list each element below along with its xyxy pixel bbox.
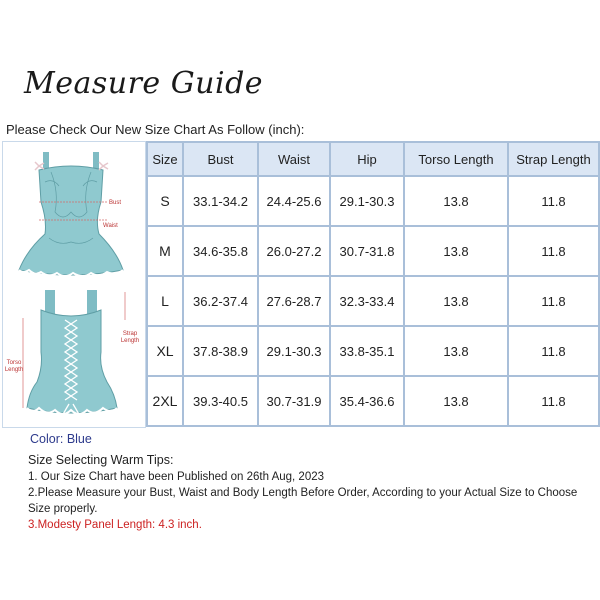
table-row <box>147 326 599 376</box>
size-tips <box>28 452 588 533</box>
size-cell: 2XL <box>147 376 183 426</box>
waist-cell: 30.7-31.9 <box>258 376 330 426</box>
header-bust: Bust <box>183 142 258 176</box>
strap-cell: 11.8 <box>508 326 599 376</box>
strap-cell: 11.8 <box>508 226 599 276</box>
waist-cell: 26.0-27.2 <box>258 226 330 276</box>
waist-cell: 29.1-30.3 <box>258 326 330 376</box>
torso-length-label: Torso Length <box>4 360 24 373</box>
torso-cell: 13.8 <box>404 376 508 426</box>
tip-item-modesty-panel: 3.Modesty Panel Length: 4.3 inch. <box>28 519 202 531</box>
torso-cell: 13.8 <box>404 176 508 226</box>
corset-diagram-panel <box>2 141 146 428</box>
table-row <box>147 226 599 276</box>
tip-item: 2.Please Measure your Bust, Waist and Body Length Before Order, According to your Actual Size to Choose Size properly. <box>28 487 578 515</box>
torso-cell: 13.8 <box>404 276 508 326</box>
header-waist: Waist <box>258 142 330 176</box>
page-title: Measure Guide <box>24 66 264 101</box>
bust-cell: 36.2-37.4 <box>183 276 258 326</box>
waist-label: Waist <box>103 223 118 229</box>
tips-title: Size Selecting Warm Tips: <box>28 453 174 467</box>
bust-label: Bust <box>109 200 122 206</box>
strap-cell: 11.8 <box>508 376 599 426</box>
table-row <box>147 276 599 326</box>
size-cell: S <box>147 176 183 226</box>
header-hip: Hip <box>330 142 404 176</box>
hip-cell: 30.7-31.8 <box>330 226 404 276</box>
table-row <box>147 376 599 426</box>
size-chart-table <box>146 141 600 427</box>
tip-item: 1. Our Size Chart have been Published on 26th Aug, 2023 <box>28 471 325 483</box>
strap-length-label: Strap Length <box>120 331 140 344</box>
strap-cell: 11.8 <box>508 276 599 326</box>
size-cell: M <box>147 226 183 276</box>
bust-cell: 34.6-35.8 <box>183 226 258 276</box>
strap-cell: 11.8 <box>508 176 599 226</box>
corset-front-view <box>19 152 123 276</box>
corset-back-view <box>23 290 125 422</box>
color-label: Color: Blue <box>30 432 92 446</box>
waist-cell: 24.4-25.6 <box>258 176 330 226</box>
corset-illustration <box>3 142 145 427</box>
torso-cell: 13.8 <box>404 226 508 276</box>
torso-cell: 13.8 <box>404 326 508 376</box>
header-torso-length: Torso Length <box>404 142 508 176</box>
hip-cell: 33.8-35.1 <box>330 326 404 376</box>
size-cell: L <box>147 276 183 326</box>
table-row <box>147 176 599 226</box>
bust-cell: 37.8-38.9 <box>183 326 258 376</box>
bust-cell: 39.3-40.5 <box>183 376 258 426</box>
header-size: Size <box>147 142 183 176</box>
hip-cell: 29.1-30.3 <box>330 176 404 226</box>
size-chart-subtitle: Please Check Our New Size Chart As Follow (inch): <box>6 122 305 137</box>
hip-cell: 35.4-36.6 <box>330 376 404 426</box>
waist-cell: 27.6-28.7 <box>258 276 330 326</box>
bust-cell: 33.1-34.2 <box>183 176 258 226</box>
size-cell: XL <box>147 326 183 376</box>
hip-cell: 32.3-33.4 <box>330 276 404 326</box>
header-strap-length: Strap Length <box>508 142 599 176</box>
table-header-row <box>147 142 599 176</box>
